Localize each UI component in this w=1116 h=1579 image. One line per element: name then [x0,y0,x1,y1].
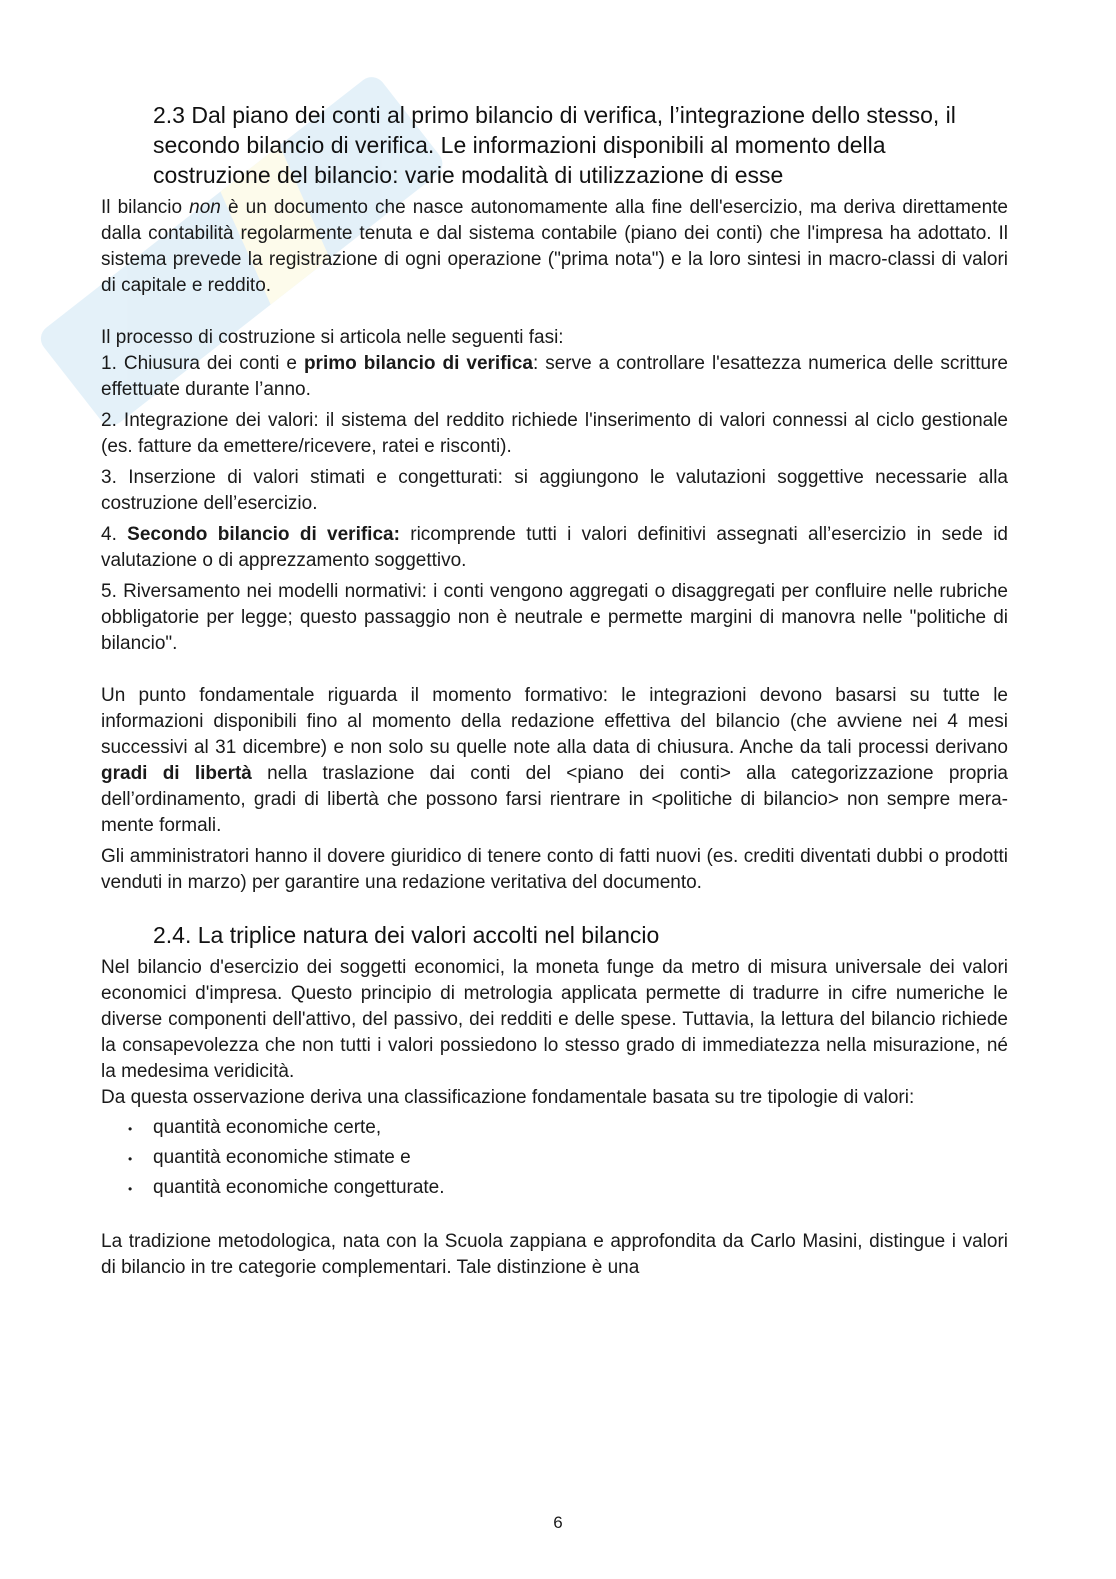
paragraph-classification: Da questa osservazione deriva una classificazione fondamentale basata su tre tipologie di valori: [101,1087,915,1108]
list-item: • quantità economiche stimate e [101,1143,1008,1173]
phase-2: 2. Integrazione dei valori: il sistema del reddito richiede l'inserimento di valori connessi al ciclo gestionale (es. fatture da emettere/ricevere, ratei e risconti). [101,410,1008,457]
section-heading-2-4: 2.4. La triplice natura dei valori accolti nel bilancio [153,922,660,948]
value-types-list [101,1113,1008,1203]
phase-3: 3. Inserzione di valori stimati e congetturati: si aggiungono le valutazioni soggettive necessarie alla costruzione dell’esercizio. [101,467,1008,514]
phase-4: 4. Secondo bilancio di verifica: ricomprende tutti i valori definitivi assegnati all’esercizio in sede id valutazione o di apprezzamento soggettivo. [101,524,1008,571]
paragraph-formative-moment: Un punto fondamentale riguarda il momento formativo: le integrazioni devono basarsi su tutte le informazioni disponibili fino al momento della redazione effettiva del bilancio (che avviene nei 4 mesi successivi al 31 dicembre) e non solo su quelle note alla data di chiusura. Anche da tali processi derivano gradi di libertà nella traslazione dai conti del <piano dei conti> alla categorizzazione propria dell’ordinamento, gradi di libertà che possono farsi rientrare in <politiche di bilancio> non sempre mera- mente formali. [101,685,1008,836]
paragraph-phases-intro: Il processo di costruzione si articola nelle seguenti fasi: [101,327,564,348]
section-heading-2-3: 2.3 Dal piano dei conti al primo bilancio di verifica, l’integrazione dello stesso, il secondo bilancio di verifica. Le informazioni disponibili al momento della costruzione del bilancio: varie modalità di utilizzazione di esse [153,102,956,188]
phase-5: 5. Riversamento nei modelli normativi: i conti vengono aggregati o disaggregati per confluire nelle rubriche obbligatorie per legge; questo passaggio non è neutrale e permette margini di manovra nelle "politiche di bilancio". [101,581,1008,654]
bullet-icon: • [128,1182,133,1196]
bullet-icon: • [128,1152,133,1166]
list-item: • quantità economiche certe, [101,1113,1008,1143]
phase-1: 1. Chiusura dei conti e primo bilancio di verifica: serve a controllare l'esattezza numerica delle scritture effettuate durante l’anno. [101,353,1008,400]
emphasis-non: non [189,197,221,218]
document-page [101,100,1008,1281]
page-number: 6 [553,1513,563,1532]
paragraph-intro: Il bilancio non è un documento che nasce autonomamente alla fine dell'esercizio, ma deriva direttamente dalla contabilità regolarmente tenuta e dal sistema contabile (piano dei conti) che l'impresa ha adottato. Il sistema prevede la registrazione di ogni operazione ("prima nota") e la loro sintesi in macro-classi di valori di capitale e reddito. [101,197,1008,296]
bullet-icon: • [128,1122,133,1136]
paragraph-administrators: Gli amministratori hanno il dovere giuridico di tenere conto di fatti nuovi (es. crediti diventati dubbi o prodotti venduti in marzo) per garantire una redazione veritativa del documento. [101,846,1008,893]
paragraph-money-measure: Nel bilancio d'esercizio dei soggetti economici, la moneta funge da metro di misura universale dei valori economici d'impresa. Questo principio di metrologia applicata permette di tradurre in cifre numeriche le diverse componenti dell'attivo, del passivo, dei redditi e delle spese. Tuttavia, la lettura del bilancio richiede la consapevolezza che non tutti i valori possiedono lo stesso grado di immediatezza nella misurazione, né la medesima veridicità. [101,957,1008,1082]
list-item: • quantità economiche congetturate. [101,1173,1008,1203]
paragraph-methodological-tradition: La tradizione metodologica, nata con la Scuola zappiana e approfondita da Carlo Masini, distingue i valori di bilancio in tre categorie complementari. Tale distinzione è una [101,1231,1008,1278]
